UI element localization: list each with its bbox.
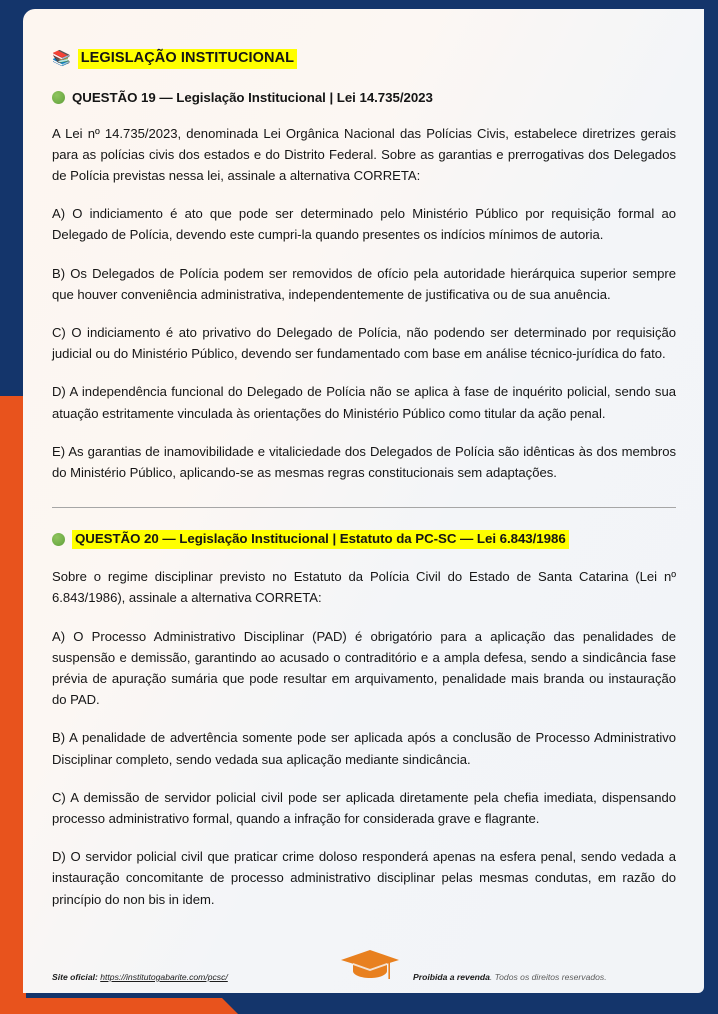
footer-notice <box>413 972 607 982</box>
page-footer <box>23 941 704 993</box>
alternative-19-a: A) O indiciamento é ato que pode ser determinado pelo Ministério Público por requisição formal ao Delegado de Polícia, devendo este cumpri-la quando presentes os indícios mínimos de autoria. <box>52 206 676 243</box>
question-title-19: QUESTÃO 19 — Legislação Institucional | Lei 14.735/2023 <box>72 89 433 105</box>
alternative-19-e: E) As garantias de inamovibilidade e vitaliciedade dos Delegados de Polícia são idênticas às dos membros do Ministério Público, aplicando-se as mesmas regras constitucionais sem adaptações. <box>52 443 676 481</box>
question-divider <box>52 507 676 508</box>
section-heading <box>52 49 676 69</box>
alternative-20-d: D) O servidor policial civil que praticar crime doloso responderá apenas na esfera penal, sendo vedada a instauração concomitante de processo administrativo disciplinar pelas mesmas condutas, em razão do princípio do non bis in idem. <box>52 849 676 907</box>
question-block-20 <box>52 530 676 910</box>
section-title: LEGISLAÇÃO INSTITUCIONAL <box>78 49 297 69</box>
footer-notice-rest: . Todos os direitos reservados. <box>489 972 607 982</box>
question-stem-20: Sobre o regime disciplinar previsto no Estatuto da Polícia Civil do Estado de Santa Catarina (Lei nº 6.843/1986), assinale a alternativa CORRETA: <box>52 569 676 606</box>
question-block-19 <box>52 90 676 484</box>
footer-notice-bold: Proibida a revenda <box>413 972 490 982</box>
question-title-20: QUESTÃO 20 — Legislação Institucional | Estatuto da PC-SC — Lei 6.843/1986 <box>72 530 569 549</box>
green-dot-icon <box>52 533 65 546</box>
footer-site-url[interactable]: https://institutogabarite.com/pcsc/ <box>100 972 228 982</box>
alternative-20-c: C) A demissão de servidor policial civil pode ser aplicada diretamente pela chefia imediata, dispensando processo administrativo formal, quando a infração for considerada grave e flagrante. <box>52 789 676 827</box>
alternative-20-a: A) O Processo Administrativo Disciplinar (PAD) é obrigatório para a aplicação das penalidades de suspensão e demissão, garantindo ao acusado o contraditório e a ampla defesa, sendo a sindicância fase prévia de apuração sumária que pode resultar em arquivamento, penalidade mais branda ou instauração do PAD. <box>52 628 676 708</box>
bottom-border-orange <box>0 998 222 1014</box>
question-heading-20 <box>52 530 676 549</box>
document-sheet <box>23 9 704 993</box>
books-icon: 📚 <box>52 50 71 68</box>
alternative-19-c: C) O indiciamento é ato privativo do Delegado de Polícia, não podendo ser determinado por requisição judicial ou do Ministério Público, devendo ser fundamentado com base em análise técnico-jurídica do fato. <box>52 325 676 362</box>
alternative-19-b: B) Os Delegados de Polícia podem ser removidos de ofício pela autoridade hierárquica superior sempre que houver conveniência administrativa, independentemente de justificativa ou de sua anuência. <box>52 265 676 302</box>
question-stem-19: A Lei nº 14.735/2023, denominada Lei Orgânica Nacional das Polícias Civis, estabelece diretrizes gerais para as polícias civis dos estados e do Distrito Federal. Sobre as garantias e prerrogativas dos Delegados de Polícia previstas nessa lei, assinale a alternativa CORRETA: <box>52 125 676 184</box>
footer-site-label: Site oficial: <box>52 972 98 982</box>
footer-site-info <box>52 972 228 982</box>
question-heading-19 <box>52 90 676 106</box>
green-dot-icon <box>52 91 65 104</box>
alternative-20-b: B) A penalidade de advertência somente pode ser aplicada após a conclusão de Processo Administrativo Disciplinar completo, sendo vedada sua aplicação mediante sindicância. <box>52 730 676 767</box>
graduation-cap-icon <box>339 948 401 980</box>
document-content <box>52 49 676 910</box>
alternative-19-d: D) A independência funcional do Delegado de Polícia não se aplica à fase de inquérito policial, sendo sua atuação estritamente vinculada às orientações do Ministério Público como titular da ação penal. <box>52 384 676 421</box>
